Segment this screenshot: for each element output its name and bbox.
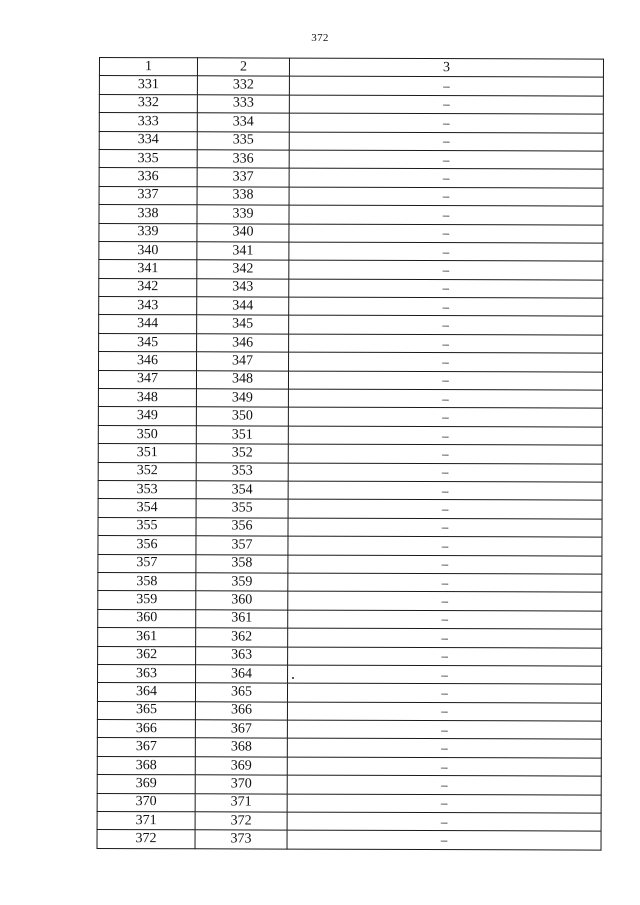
cell-col-2: 371 [195, 793, 287, 812]
table-row [98, 628, 602, 648]
cell-col-3: – [289, 352, 603, 371]
table-row [99, 76, 603, 96]
cell-col-2: 367 [195, 720, 287, 739]
cell-col-1: 340 [99, 241, 197, 260]
cell-col-2: 368 [195, 738, 287, 757]
cell-col-2: 362 [196, 628, 288, 647]
cell-col-1: 355 [98, 517, 196, 536]
table-row [99, 241, 603, 261]
cell-col-3: – [289, 168, 603, 187]
cell-col-2: 347 [197, 352, 289, 371]
cell-col-2: 364 [196, 665, 288, 684]
cell-col-2: 355 [196, 499, 288, 518]
cell-col-2: 369 [195, 757, 287, 776]
table-row [97, 738, 601, 758]
cell-col-1: 363 [98, 664, 196, 683]
table-row [99, 260, 603, 280]
cell-col-2: 342 [197, 260, 289, 279]
table-row [98, 370, 602, 390]
cell-col-2: 339 [197, 205, 289, 224]
table-row [99, 131, 603, 151]
cell-col-1: 351 [98, 444, 196, 463]
cell-col-1: 367 [97, 738, 195, 757]
table-row [99, 297, 603, 317]
cell-col-3: – [287, 739, 601, 758]
table-row [98, 425, 602, 445]
cell-col-3: – [287, 831, 601, 850]
cell-col-2: 340 [197, 223, 289, 242]
cell-col-2: 350 [196, 407, 288, 426]
cell-col-2: 360 [196, 591, 288, 610]
table-row [98, 536, 602, 556]
cell-col-1: 361 [98, 628, 196, 647]
table-row [97, 830, 601, 850]
cell-col-3: – [289, 76, 603, 95]
cell-col-2: 373 [195, 830, 287, 849]
cell-col-2: 363 [196, 646, 288, 665]
cell-col-3: – [288, 426, 602, 445]
cell-col-1: 337 [99, 186, 197, 205]
table-row [99, 333, 603, 353]
table-row [97, 812, 601, 832]
cell-col-1: 350 [98, 425, 196, 444]
data-table [97, 57, 604, 850]
cell-col-1: 358 [98, 572, 196, 591]
cell-col-2: 335 [197, 131, 289, 150]
cell-col-3: – [288, 591, 602, 610]
page-number: 372 [311, 32, 329, 44]
cell-col-2: 365 [195, 683, 287, 702]
cell-col-3: – [289, 242, 603, 261]
cell-col-2: 338 [197, 187, 289, 206]
table-row [99, 149, 603, 169]
table-row [98, 480, 602, 500]
table-row [99, 94, 603, 114]
cell-col-3: – [289, 150, 603, 169]
cell-col-2: 346 [197, 334, 289, 353]
cell-col-2: 351 [196, 426, 288, 445]
cell-col-2: 358 [196, 554, 288, 573]
cell-col-1: 338 [99, 205, 197, 224]
cell-col-3: – [288, 647, 602, 666]
cell-col-1: 372 [97, 830, 195, 849]
cell-col-3: – [289, 260, 603, 279]
cell-col-1: 336 [99, 168, 197, 187]
table-row [99, 315, 603, 335]
table-row [99, 186, 603, 206]
table-row [98, 554, 602, 574]
cell-col-3: – [289, 187, 603, 206]
table-row [97, 756, 601, 776]
cell-col-2: 361 [196, 610, 288, 629]
cell-col-1: 348 [98, 389, 196, 408]
table-row [97, 793, 601, 813]
cell-col-1: 332 [99, 94, 197, 113]
cell-col-1: 342 [99, 278, 197, 297]
cell-col-1: 344 [99, 315, 197, 334]
cell-col-3: – [289, 205, 603, 224]
cell-col-3: – [288, 371, 602, 390]
cell-col-1: 362 [98, 646, 196, 665]
cell-col-1: 364 [97, 683, 195, 702]
cell-col-1: 341 [99, 260, 197, 279]
cell-col-2: 372 [195, 812, 287, 831]
cell-col-1: 334 [99, 131, 197, 150]
cell-col-3: – [288, 499, 602, 518]
cell-col-3: – [288, 573, 602, 592]
cell-col-1: 347 [98, 370, 196, 389]
cell-col-2: 337 [197, 168, 289, 187]
cell-col-3: – [289, 279, 603, 298]
cell-col-2: 341 [197, 242, 289, 261]
cell-col-1: 353 [98, 480, 196, 499]
cell-col-3: – [289, 297, 603, 316]
cell-col-3: – [288, 463, 602, 482]
cell-col-1: 371 [97, 812, 195, 831]
table-row [99, 278, 603, 298]
cell-col-3: – [287, 683, 601, 702]
cell-col-2: 333 [197, 95, 289, 114]
table-row [98, 572, 602, 592]
cell-col-2: 332 [197, 76, 289, 95]
cell-col-2: 353 [196, 462, 288, 481]
cell-col-2: 352 [196, 444, 288, 463]
cell-col-2: 348 [196, 370, 288, 389]
cell-col-2: 349 [196, 389, 288, 408]
table-row [99, 223, 603, 243]
header-row [99, 58, 603, 78]
cell-col-3: – [288, 665, 602, 684]
cell-col-1: 346 [99, 352, 197, 371]
table-row [99, 113, 603, 133]
cell-col-2: 354 [196, 481, 288, 500]
cell-col-3: – [288, 610, 602, 629]
cell-col-3: – [289, 334, 603, 353]
cell-col-1: 335 [99, 149, 197, 168]
table-row [97, 683, 601, 703]
cell-col-3: – [287, 775, 601, 794]
cell-col-2: 343 [197, 278, 289, 297]
table-row [98, 609, 602, 629]
table-row [98, 517, 602, 537]
cell-col-1: 352 [98, 462, 196, 481]
cell-col-2: 344 [197, 297, 289, 316]
cell-col-3: – [287, 794, 601, 813]
cell-col-3: – [287, 702, 601, 721]
cell-col-3: – [287, 812, 601, 831]
table-header [99, 58, 603, 78]
cell-col-3: – [288, 408, 602, 427]
cell-col-2: 370 [195, 775, 287, 794]
table-row [97, 701, 601, 721]
cell-col-3: – [287, 720, 601, 739]
cell-col-2: 366 [195, 701, 287, 720]
cell-col-1: 354 [98, 499, 196, 518]
cell-col-1: 333 [99, 113, 197, 132]
cell-col-3: – [288, 555, 602, 574]
column-header-2: 2 [197, 58, 289, 77]
cell-col-1: 369 [97, 775, 195, 794]
cell-col-3: – [289, 113, 603, 132]
table-row [98, 646, 602, 666]
table-row [98, 389, 602, 409]
cell-col-3: – [288, 389, 602, 408]
cell-col-2: 336 [197, 150, 289, 169]
cell-col-1: 349 [98, 407, 196, 426]
cell-col-3: – [287, 757, 601, 776]
cell-col-2: 334 [197, 113, 289, 132]
cell-col-1: 357 [98, 554, 196, 573]
cell-col-2: 357 [196, 536, 288, 555]
column-header-3: 3 [289, 58, 603, 77]
cell-col-2: 356 [196, 518, 288, 537]
cell-col-3: – [289, 132, 603, 151]
table-row [99, 352, 603, 372]
cell-col-3: – [288, 481, 602, 500]
cell-col-3: – [288, 536, 602, 555]
cell-col-1: 343 [99, 297, 197, 316]
cell-col-2: 359 [196, 573, 288, 592]
table-row [98, 444, 602, 464]
table-row [97, 775, 601, 795]
table-row [98, 407, 602, 427]
cell-col-1: 370 [97, 793, 195, 812]
cell-col-1: 366 [97, 720, 195, 739]
table-body [97, 76, 603, 850]
table-row [98, 591, 602, 611]
table-row [98, 664, 602, 684]
cell-col-1: 345 [99, 333, 197, 352]
scan-speck [292, 677, 294, 679]
cell-col-3: – [289, 316, 603, 335]
table-row [97, 720, 601, 740]
cell-col-1: 331 [99, 76, 197, 95]
cell-col-3: – [289, 95, 603, 114]
table-row [98, 499, 602, 519]
cell-col-1: 356 [98, 536, 196, 555]
cell-col-3: – [288, 628, 602, 647]
table-row [98, 462, 602, 482]
cell-col-1: 360 [98, 609, 196, 628]
cell-col-1: 365 [97, 701, 195, 720]
cell-col-3: – [289, 224, 603, 243]
cell-col-2: 345 [197, 315, 289, 334]
table-row [99, 205, 603, 225]
cell-col-3: – [288, 518, 602, 537]
cell-col-1: 359 [98, 591, 196, 610]
column-header-1: 1 [99, 58, 197, 77]
cell-col-3: – [288, 444, 602, 463]
table-row [99, 168, 603, 188]
cell-col-1: 339 [99, 223, 197, 242]
cell-col-1: 368 [97, 756, 195, 775]
